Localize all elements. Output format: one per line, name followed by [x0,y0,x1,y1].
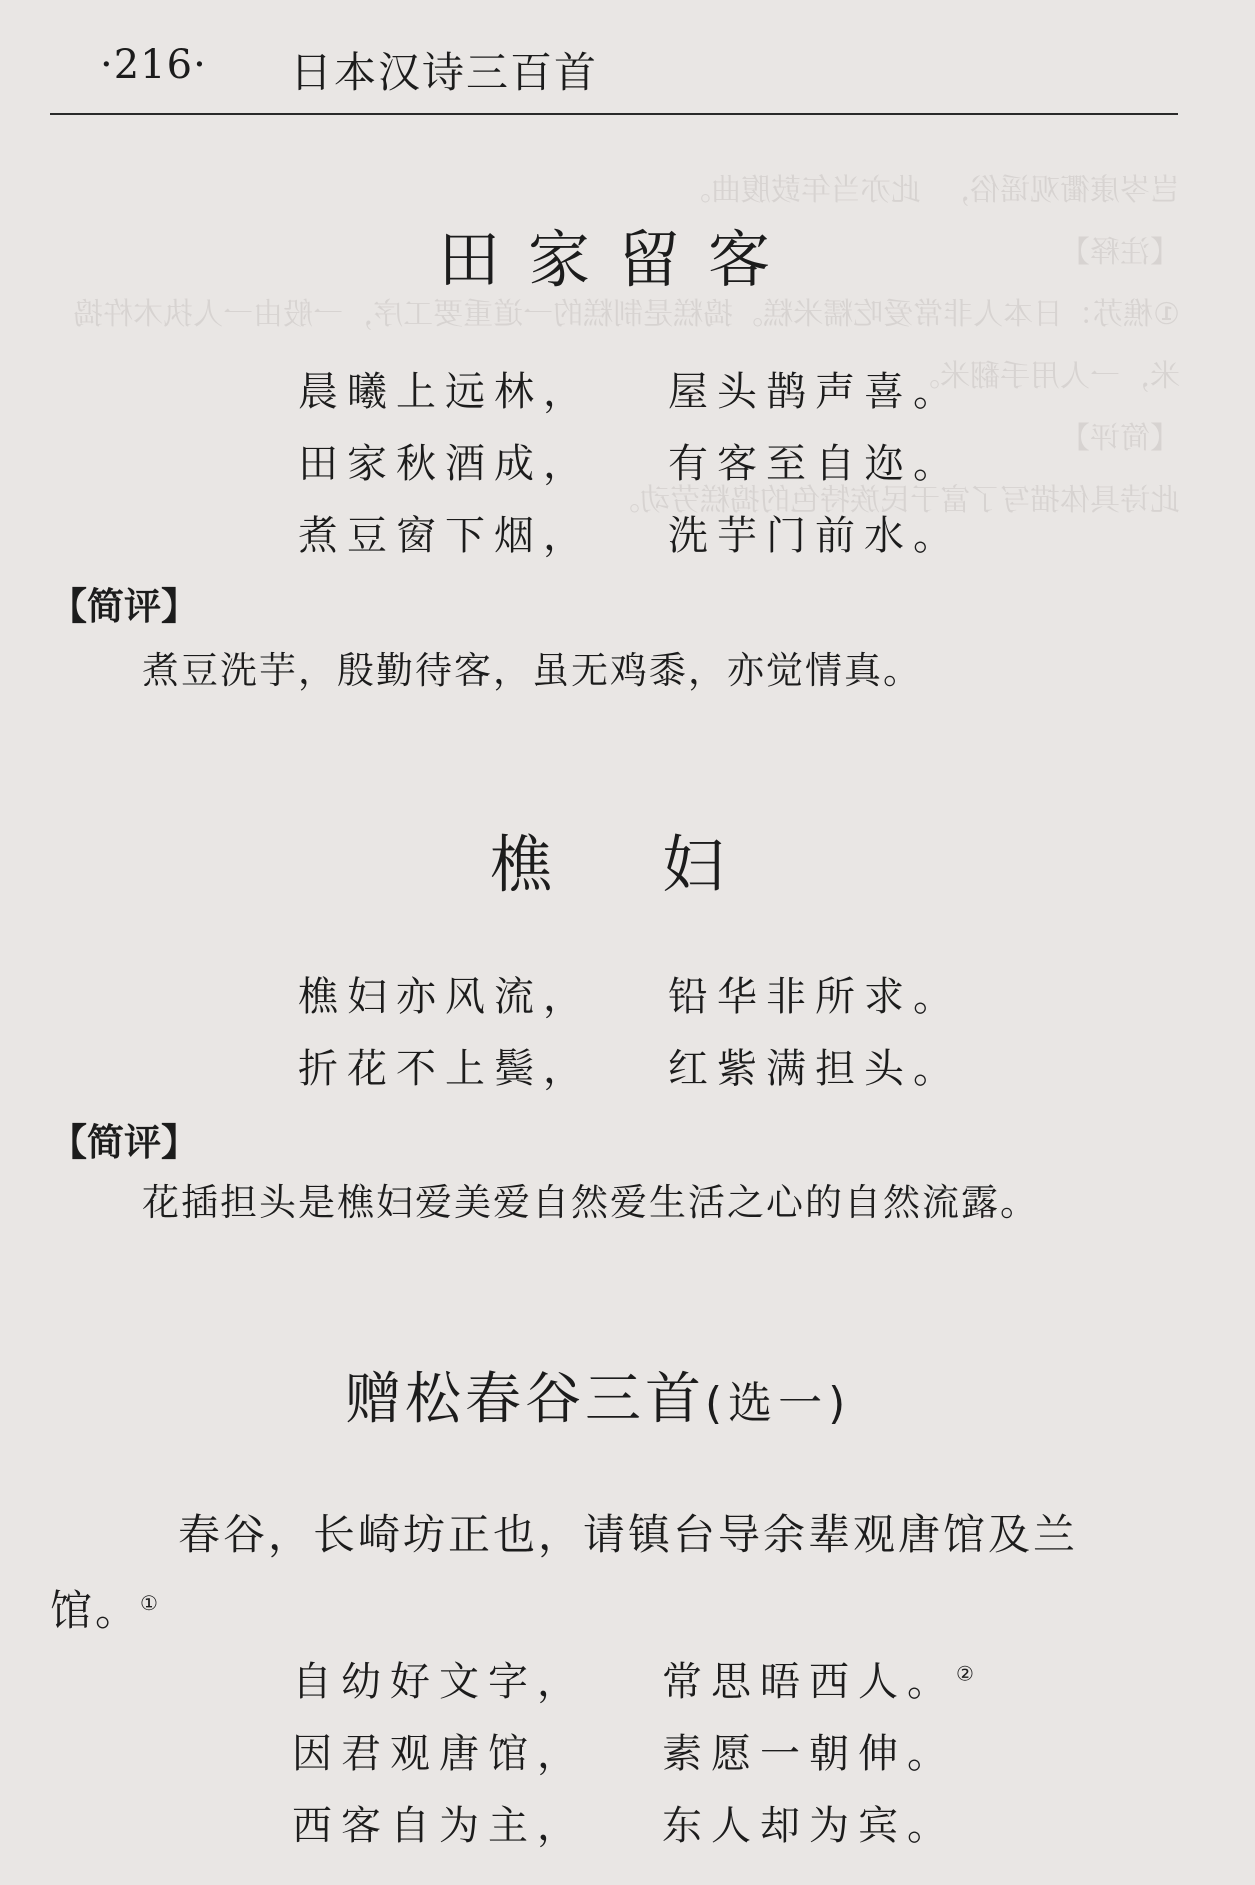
footnote-marker: ① [140,1591,158,1615]
verse-line-b: 屋头鹊声喜。 [668,369,962,415]
verse-line-a: 自幼好文字， [292,1659,586,1705]
poem-title-suffix: (选一) [705,1378,852,1429]
verse-line-b: 东人却为宾。 [662,1803,956,1849]
verse-line-b: 素愿一朝伸。 [662,1731,956,1777]
comment-heading: 【简评】 [50,1121,198,1164]
verse-line-b: 红紫满担头。 [668,1046,962,1092]
comment-text: 花插担头是樵妇爱美爱自然爱生活之心的自然流露。 [142,1181,1039,1224]
verse-line-b: 铅华非所求。 [668,974,962,1020]
poem-title-group [345,1355,851,1435]
verse-line-a: 樵妇亦风流， [298,974,592,1020]
poem-title: 樵妇 [490,828,835,901]
bleed-through-text: 岂岑康衢观谣俗， 此亦当年鼓腹曲。 【注释】 ①樵苏：日本人非常爱吃糯米糕。捣糕是制糕的一道重要工序，一般由一人执木杵捣米，一人用手翻米。 【简评】 此诗具体描写了富于民族特色的捣糕劳动。 [73,173,1180,518]
verse-line-a: 因君观唐馆， [292,1731,586,1777]
poem-title: 田家留客 [438,223,799,296]
running-head-title: 日本汉诗三百首 [290,48,599,97]
page-number: ·216· [100,42,207,88]
verse-line-b: 洗芋门前水。 [668,513,962,559]
header-rule [50,113,1178,115]
preface-text-cont [50,1578,158,1638]
comment-heading: 【简评】 [50,585,198,628]
poem-title: 赠松春谷三首 [345,1367,705,1432]
verse-line-b-group [662,1650,974,1707]
verse-line-a: 晨曦上远林， [298,369,592,415]
verse-line-a: 西客自为主， [292,1803,586,1849]
comment-text: 煮豆洗芋，殷勤待客，虽无鸡黍，亦觉情真。 [142,649,922,692]
footnote-marker: ② [956,1661,974,1686]
verse-line-b: 常思晤西人。 [662,1659,956,1705]
verse-line-a: 田家秋酒成， [298,441,592,487]
verse-line-b: 有客至自迩。 [668,441,962,487]
verse-line-a: 折花不上鬓， [298,1046,592,1092]
preface-text-end: 馆。 [50,1586,141,1635]
verse-line-a: 煮豆窗下烟， [298,513,592,559]
preface-text: 春谷，长崎坊正也，请镇台导余辈观唐馆及兰 [178,1510,1079,1559]
